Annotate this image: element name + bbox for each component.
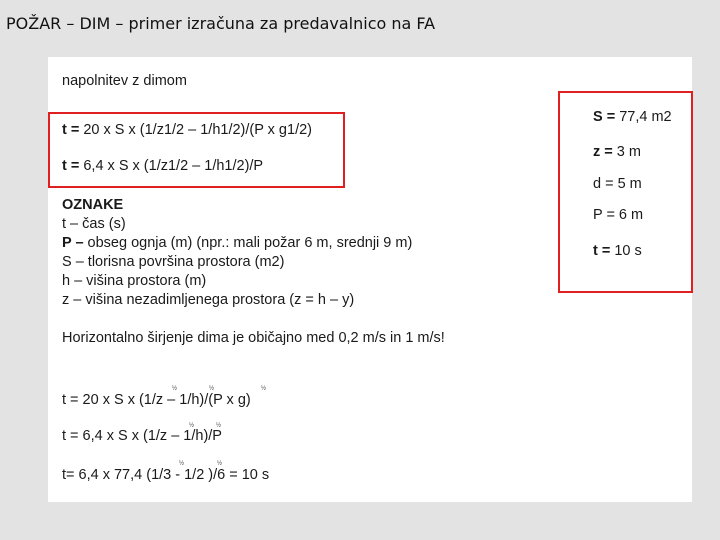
formula-1-label: t = [62,122,80,138]
param-s [593,109,672,125]
legend-line [62,235,412,251]
param-t-value: 10 s [610,243,642,259]
formula-line-2 [62,158,263,174]
param-z [593,144,641,160]
legend-desc: obseg ognja (m) (npr.: mali požar 6 m, srednji 9 m) [83,235,413,251]
legend-desc: h – višina prostora (m) [62,273,207,289]
smoke-spread-note: Horizontalno širjenje dima je običajno med 0,2 m/s in 1 m/s! [62,330,445,346]
param-p-value: P = 6 m [593,207,644,223]
param-z-label: z = [593,144,613,160]
exponent-mark: ½ [216,423,222,429]
legend-title: OZNAKE [62,197,124,213]
legend-line [62,216,126,232]
param-p [593,207,643,223]
param-t-label: t = [593,243,611,259]
legend-desc: z – višina nezadimljenega prostora (z = h – y) [62,292,355,308]
section-heading: napolnitev z dimom [62,73,187,89]
exponent-mark: ½ [179,461,185,467]
param-z-value: 3 m [612,144,641,160]
formula-bottom-1: t = 20 x S x (1/z – 1/h)/(P x g) [62,392,251,408]
legend-line [62,273,206,289]
legend-term: P – [62,235,84,251]
param-t [593,243,642,259]
param-s-value: 77,4 m2 [615,109,672,125]
formula-bottom-2: t = 6,4 x S x (1/z – 1/h)/P [62,428,222,444]
content-panel [48,57,692,502]
param-d [593,176,642,192]
exponent-mark: ½ [189,423,195,429]
exponent-mark: ½ [172,386,178,392]
legend-desc: t – čas (s) [62,216,126,232]
legend-desc: S – tlorisna površina prostora (m2) [62,254,285,270]
legend-line [62,292,354,308]
param-s-label: S = [593,109,616,125]
formula-1-text: 20 x S x (1/z1/2 – 1/h1/2)/(P x g1/2) [79,122,312,138]
formula-line-1 [62,122,312,138]
param-d-value: d = 5 m [593,176,642,192]
formula-2-label: t = [62,158,80,174]
legend-line [62,254,284,270]
formula-bottom-3: t= 6,4 x 77,4 (1/3 - 1/2 )/6 = 10 s [62,467,270,483]
slide-title: POŽAR – DIM – primer izračuna za predavalnico na FA [6,14,436,33]
exponent-mark: ½ [217,461,223,467]
exponent-mark: ½ [261,386,267,392]
exponent-mark: ½ [209,386,215,392]
formula-2-text: 6,4 x S x (1/z1/2 – 1/h1/2)/P [79,158,264,174]
